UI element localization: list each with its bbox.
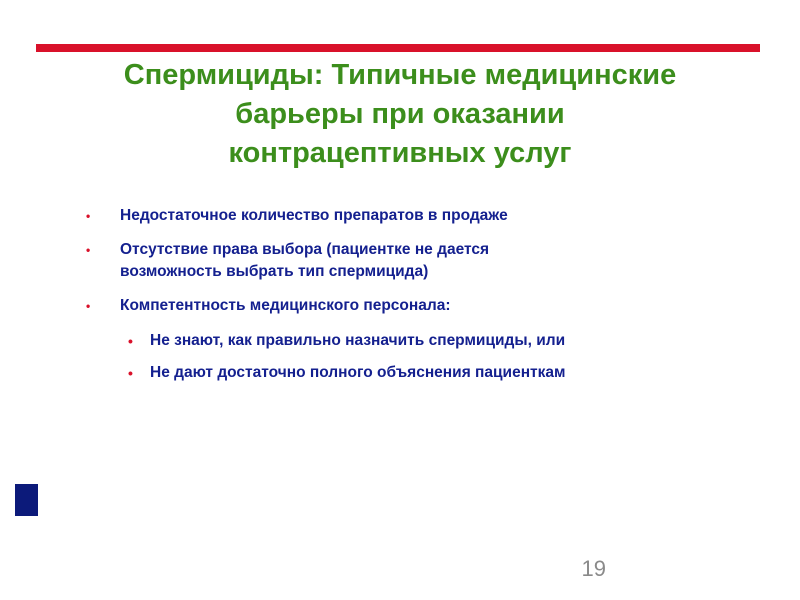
sub-bullet-item xyxy=(128,362,748,384)
bullet-dot-icon: • xyxy=(86,299,91,313)
title-line-1: Спермициды: Типичные медицинские xyxy=(123,59,677,91)
sub-bullet-dot-icon: • xyxy=(128,333,133,349)
sub-bullet-dot-icon: • xyxy=(128,365,133,381)
bullet-text xyxy=(120,205,726,227)
sub-bullet-text: Не знают, как правильно назначить спермициды, или xyxy=(150,332,566,349)
slide-title xyxy=(40,56,760,173)
bullet-item xyxy=(86,205,726,227)
bullet-item xyxy=(86,239,726,283)
title-line-2: барьеры при оказании xyxy=(235,98,565,130)
bullet-text-line: Недостаточное количество препаратов в продаже xyxy=(120,207,508,224)
title-line-3: контрацептивных услуг xyxy=(228,137,572,169)
corner-square-decoration xyxy=(15,484,38,516)
sub-bullet-text: Не дают достаточно полного объяснения пациенткам xyxy=(150,364,566,381)
bullet-dot-icon: • xyxy=(86,243,91,257)
sub-bullet-list xyxy=(128,330,748,394)
bullet-dot-icon: • xyxy=(86,209,91,223)
bullet-list xyxy=(86,205,726,329)
bullet-text xyxy=(120,295,726,317)
bullet-text xyxy=(120,239,726,283)
bullet-text-line: Компетентность медицинского персонала: xyxy=(120,297,451,314)
top-accent-rule xyxy=(36,44,760,52)
page-number: 19 xyxy=(581,556,606,581)
sub-bullet-item xyxy=(128,330,748,352)
bullet-item xyxy=(86,295,726,317)
bullet-text-line: Отсутствие права выбора (пациентке не дается xyxy=(120,241,490,258)
bullet-text-line: возможность выбрать тип спермицида) xyxy=(120,263,429,280)
